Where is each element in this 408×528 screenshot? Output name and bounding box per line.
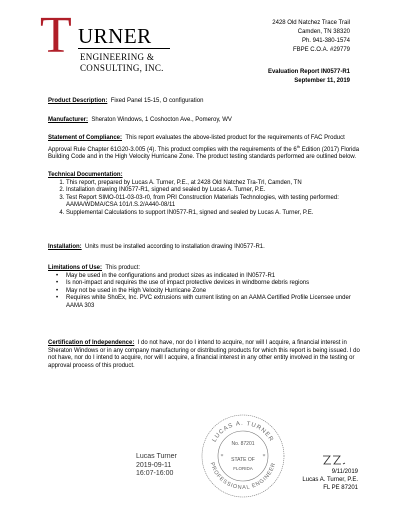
address-line: 2428 Old Natchez Trace Trail — [272, 20, 350, 26]
logo-name: URNER — [78, 24, 152, 48]
installation-label: Installation: — [48, 244, 82, 250]
certification-label: Certification of Independence: — [48, 340, 135, 346]
manufacturer-label: Manufacturer: — [48, 117, 89, 123]
list-item: • Requires white ShoEx, Inc. PVC extrusions with current listing on an AAMA Certified Profile Licensee under AAMA 303 — [66, 295, 360, 310]
company-logo — [40, 7, 190, 80]
statement-text-2: Edition (2017) Florida Building Code and in the High Velocity Hurricane Zone. The product testing standards performed are outlined below. — [48, 146, 360, 160]
address-line: FBPE C.O.A. #29779 — [292, 47, 350, 53]
signer-name: Lucas A. Turner, P.E. — [302, 477, 358, 483]
seal-star-icon: * — [262, 454, 266, 460]
limitations-of-use — [48, 265, 360, 310]
digital-signature-name: Lucas Turner — [136, 453, 177, 460]
limitations-list — [48, 273, 360, 311]
certification-text: I do not have, nor do I intend to acquire, nor will I acquire, a financial interest in Sheraton Windows or in any company manufacturing or distributing products for which this report is being issued. I do not have, nor do I intend to acquire, nor will I acquire, a financial interest in any other entity involved in the testing or approval process of this product. — [48, 340, 360, 369]
seal-bottom-text: PROFESSIONAL ENGINEER — [208, 461, 278, 492]
digital-signature-date: 2019-09-11 — [136, 461, 172, 469]
list-item: • Is non-impact and requires the use of impact protective devices in windborne debris regions — [66, 280, 360, 288]
product-description — [48, 98, 360, 106]
limitations-intro: This product: — [105, 265, 141, 271]
seal-state: STATE OF — [231, 457, 255, 463]
technical-label: Technical Documentation: — [48, 172, 123, 178]
seal-top-text: LUCAS A. TURNER — [211, 420, 275, 444]
report-header — [268, 68, 350, 86]
statement-superscript: th — [296, 143, 301, 149]
list-item: • May not be used in the High Velocity Hurricane Zone — [66, 288, 360, 296]
manufacturer — [48, 117, 360, 125]
certification-of-independence — [48, 340, 360, 370]
limitations-label: Limitations of Use: — [48, 265, 103, 271]
seal-region: FLORIDA — [233, 466, 253, 471]
technical-list — [48, 180, 360, 218]
installation-text: Units must be installed according to installation drawing IN0577-R1. — [85, 244, 265, 250]
digital-signature-block — [136, 453, 177, 479]
installation — [48, 244, 360, 252]
signer-license: FL PE 87201 — [323, 485, 358, 491]
logo-subtitle-1: ENGINEERING & — [80, 52, 155, 62]
statement-of-compliance — [48, 135, 360, 162]
list-item: 1. This report, prepared by Lucas A. Turner, P.E., at 2428 Old Natchez Tra-Trl, Camden, TN — [66, 180, 360, 188]
statement-text-1: This report evaluates the above-listed product for the requirements of FAC Product Approval Rule Chapter 61G20-3.005 (4). This product complies with the requirements of the 6 — [48, 135, 345, 153]
report-date: September 11, 2019 — [294, 78, 350, 84]
logo-divider — [78, 48, 170, 49]
manufacturer-value: Sheraton Windows, 1 Coshocton Ave., Pomeroy, WV — [91, 117, 232, 123]
product-description-label: Product Description: — [48, 98, 108, 104]
list-item: 2. Installation drawing IN0577-R1, signed and sealed by Lucas A. Turner, P.E. — [66, 187, 360, 195]
signer-block — [302, 468, 358, 492]
company-address — [272, 19, 350, 55]
logo-initial: T — [40, 7, 72, 64]
signer-date: 9/11/2019 — [331, 469, 358, 475]
address-line: Ph. 941-380-1574 — [301, 38, 350, 44]
list-item: 4. Supplemental Calculations to support IN0577-R1, signed and sealed by Lucas A. Turner, P.E. — [66, 210, 360, 218]
address-line: Camden, TN 38320 — [297, 29, 350, 35]
seal-number: No. 87201 — [231, 441, 255, 447]
list-item: • May be used in the configurations and product sizes as indicated in IN0577-R1 — [66, 273, 360, 281]
svg-text:LUCAS A. TURNER — [212, 421, 275, 443]
digital-signature-time: 16:07-16:00 — [136, 470, 174, 477]
handwritten-signature — [320, 452, 354, 468]
report-number: Evaluation Report IN0577-R1 — [267, 69, 350, 75]
seal-star-icon: * — [220, 454, 224, 460]
statement-label: Statement of Compliance: — [48, 135, 123, 141]
logo-subtitle-2: CONSULTING, INC. — [80, 63, 164, 73]
list-item: 3. Test Report SIMO-011-03-03-r0, from PRI Construction Materials Technologies, with testing performed: AAMA/WDMA/CSA 101/I.S.2/A440-08/11 — [66, 195, 360, 210]
product-description-value: Fixed Panel 15-15, O configuration — [110, 98, 204, 104]
technical-documentation — [48, 172, 360, 217]
engineer-seal — [200, 413, 286, 499]
